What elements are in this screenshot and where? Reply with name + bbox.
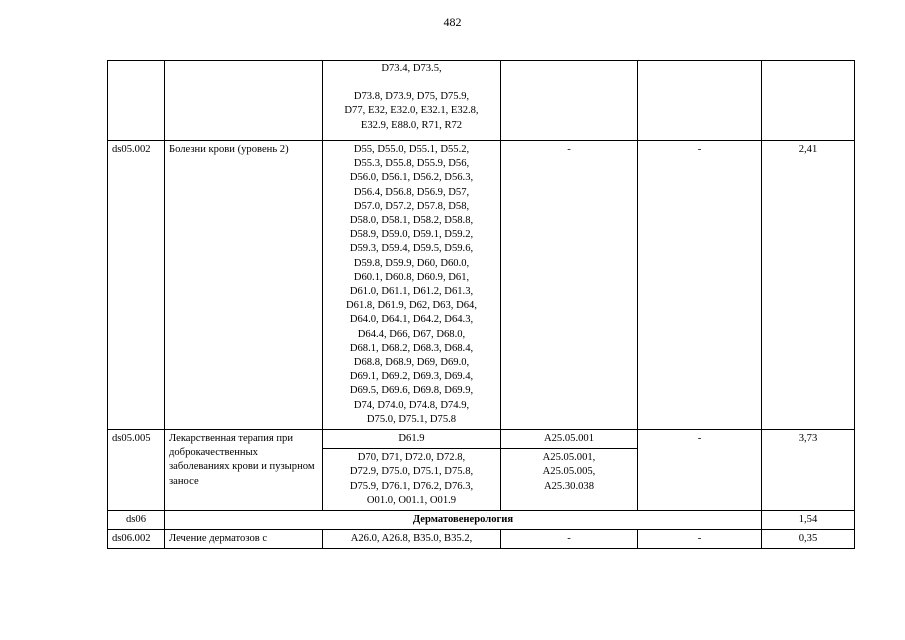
row-diagnoses: D70, D71, D72.0, D72.8, D72.9, D75.0, D75.1, D75.8, D75.9, D76.1, D76.2, D76.3, O01.0, O01.1, O01.9 xyxy=(323,449,501,511)
row-coefficient: 2,41 xyxy=(762,141,855,430)
row-diagnoses: A26.0, A26.8, B35.0, B35.2, xyxy=(323,530,501,549)
row-other: - xyxy=(638,530,762,549)
group-code: ds06 xyxy=(108,511,165,530)
page-number: 482 xyxy=(443,15,462,29)
row-code: ds06.002 xyxy=(108,530,165,549)
ksg-table xyxy=(107,60,855,549)
row-diagnoses: D61.9 xyxy=(323,430,501,449)
group-title: Дерматовенерология xyxy=(165,511,762,530)
row-other xyxy=(638,61,762,141)
row-service: A25.05.001, A25.05.005, A25.30.038 xyxy=(501,449,638,511)
row-diagnoses: D55, D55.0, D55.1, D55.2, D55.3, D55.8, D55.9, D56, D56.0, D56.1, D56.2, D56.3, D56.4, D56.8, D56.9, D57, D57.0, D57.2, D57.8, D58, D58.0, D58.1, D58.2, D58.8, D58.9, D59.0, D59.1, D59.2, D59.3, D59.4, D59.5, D59.6, D59.8, D59.9, D60, D60.0, D60.1, D60.8, D60.9, D61, D61.0, D61.1, D61.2, D61.3, D61.8, D61.9, D62, D63, D64, D64.0, D64.1, D64.2, D64.3, D64.4, D66, D67, D68.0, D68.1, D68.2, D68.3, D68.4, D68.8, D68.9, D69, D69.0, D69.1, D69.2, D69.3, D69.4, D69.5, D69.6, D69.8, D69.9, D74, D74.0, D74.8, D74.9, D75.0, D75.1, D75.8 xyxy=(323,141,501,430)
row-name xyxy=(165,61,323,141)
row-coefficient: 3,73 xyxy=(762,430,855,511)
row-service: A25.05.001 xyxy=(501,430,638,449)
row-code: ds05.002 xyxy=(108,141,165,430)
table-row xyxy=(108,530,855,549)
row-other: - xyxy=(638,141,762,430)
row-name: Болезни крови (уровень 2) xyxy=(165,141,323,430)
table-row xyxy=(108,141,855,430)
row-service: - xyxy=(501,530,638,549)
row-name: Лечение дерматозов с xyxy=(165,530,323,549)
group-row xyxy=(108,511,855,530)
table-row xyxy=(108,430,855,449)
row-diagnoses-part1: D73.4, D73.5, xyxy=(381,63,442,74)
row-other: - xyxy=(638,430,762,511)
row-diagnoses xyxy=(323,61,501,141)
row-coefficient: 1,54 xyxy=(762,511,855,530)
row-coefficient xyxy=(762,61,855,141)
row-service: - xyxy=(501,141,638,430)
row-service xyxy=(501,61,638,141)
row-code: ds05.005 xyxy=(108,430,165,511)
row-diagnoses-part2: D73.8, D73.9, D75, D75.9, D77, E32, E32.0, E32.1, E32.8, E32.9, E88.0, R71, R72 xyxy=(344,91,479,131)
row-coefficient: 0,35 xyxy=(762,530,855,549)
row-name: Лекарственная терапия при доброкачественных заболеваниях крови и пузырном заносе xyxy=(165,430,323,511)
row-code xyxy=(108,61,165,141)
table-row xyxy=(108,61,855,141)
